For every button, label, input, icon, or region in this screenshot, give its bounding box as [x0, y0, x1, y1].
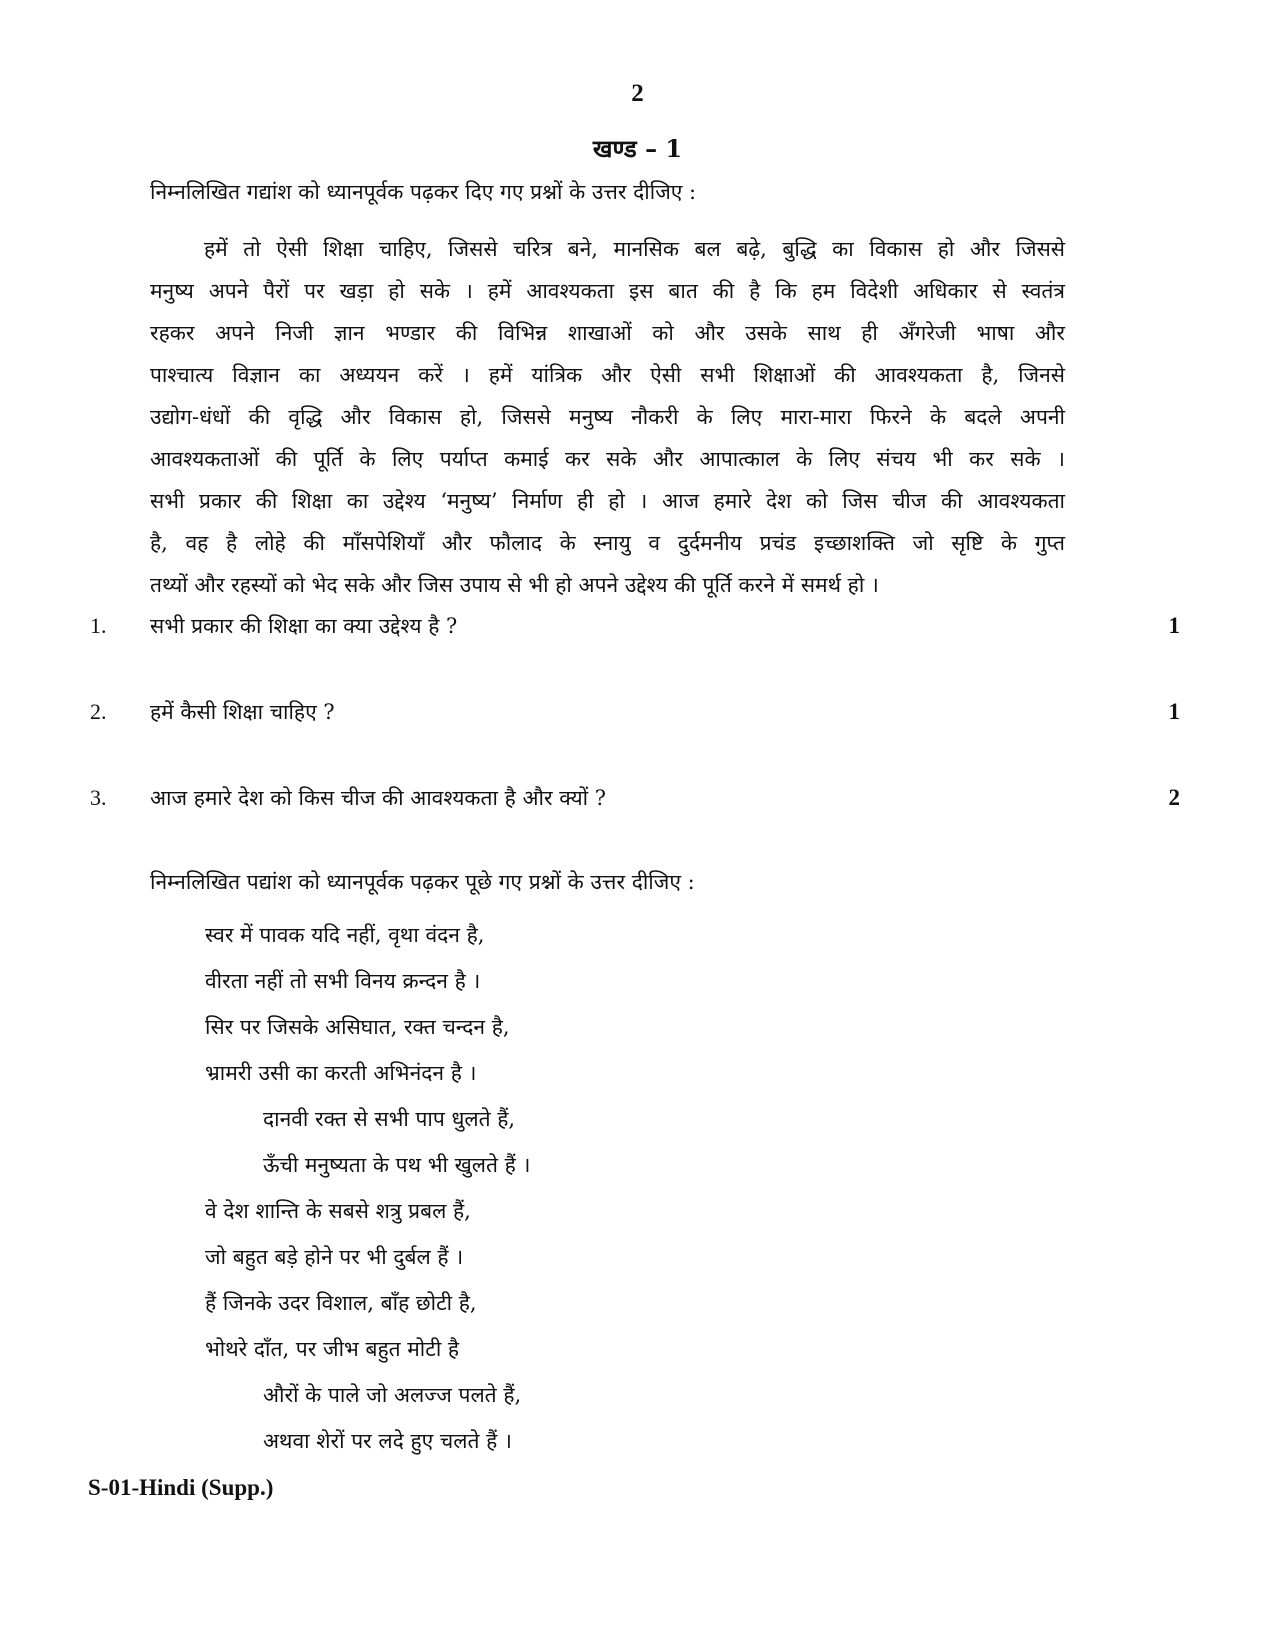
question-2 — [90, 696, 1180, 728]
poem-instruction: निम्नलिखित पद्यांश को ध्यानपूर्वक पढ़कर पूछे गए प्रश्नों के उत्तर दीजिए : — [150, 870, 695, 894]
poem-line: ऊँची मनुष्यता के पथ भी खुलते हैं । — [263, 1153, 531, 1177]
question-number: 2. — [90, 699, 107, 724]
question-1 — [90, 610, 1180, 642]
passage-line: आवश्यकताओं की पूर्ति के लिए पर्याप्त कमाई कर सके और आपात्काल के लिए संचय भी कर सके । — [150, 447, 1065, 471]
poem-line: भ्रामरी उसी का करती अभिनंदन है । — [205, 1061, 477, 1085]
question-text: हमें कैसी शिक्षा चाहिए ? — [150, 700, 335, 724]
poem-line: दानवी रक्त से सभी पाप धुलते हैं, — [263, 1107, 516, 1131]
poem-line: सिर पर जिसके असिघात, रक्त चन्दन है, — [205, 1015, 510, 1039]
question-marks: 1 — [1168, 699, 1180, 724]
paper-code: S-01-Hindi (Supp.) — [88, 1475, 274, 1500]
poem-line: अथवा शेरों पर लदे हुए चलते हैं । — [263, 1429, 512, 1453]
question-marks: 2 — [1168, 785, 1180, 810]
poem-line: औरों के पाले जो अलज्ज पलते हैं, — [263, 1383, 522, 1407]
passage-line: तथ्यों और रहस्यों को भेद सके और जिस उपाय से भी हो अपने उद्देश्य की पूर्ति करने में समर्थ हो । — [150, 573, 879, 597]
poem-line: भोथरे दाँत, पर जीभ बहुत मोटी है — [205, 1337, 460, 1361]
prose-instruction: निम्नलिखित गद्यांश को ध्यानपूर्वक पढ़कर दिए गए प्रश्नों के उत्तर दीजिए : — [150, 180, 697, 204]
poem-line: हैं जिनके उदर विशाल, बाँह छोटी है, — [205, 1291, 477, 1315]
question-3 — [90, 782, 1180, 814]
poem-line: वे देश शान्ति के सबसे शत्रु प्रबल हैं, — [205, 1199, 471, 1223]
question-number: 3. — [90, 785, 107, 810]
page-number: 2 — [631, 80, 644, 107]
passage-line: पाश्चात्य विज्ञान का अध्ययन करें । हमें यांत्रिक और ऐसी सभी शिक्षाओं की आवश्यकता है, जिनसे — [150, 363, 1065, 387]
section-title: खण्ड – 1 — [592, 134, 683, 163]
passage-line: है, वह है लोहे की माँसपेशियाँ और फौलाद के स्नायु व दुर्दमनीय प्रचंड इच्छाशक्ति जो सृष्टि के गुप्त — [150, 531, 1065, 555]
poem — [205, 912, 530, 1464]
question-text: आज हमारे देश को किस चीज की आवश्यकता है और क्यों ? — [150, 786, 607, 810]
passage-line: रहकर अपने निजी ज्ञान भण्डार की विभिन्न शाखाओं को और उसके साथ ही अँगरेजी भाषा और — [150, 321, 1065, 345]
prose-passage — [150, 228, 1065, 606]
passage-line: सभी प्रकार की शिक्षा का उद्देश्य ‘मनुष्य’ निर्माण ही हो । आज हमारे देश को जिस चीज की आवश्यकता — [150, 489, 1065, 513]
question-number: 1. — [90, 613, 107, 638]
poem-line: वीरता नहीं तो सभी विनय क्रन्दन है । — [205, 969, 481, 993]
question-text: सभी प्रकार की शिक्षा का क्या उद्देश्य है ? — [150, 614, 458, 638]
passage-line: हमें तो ऐसी शिक्षा चाहिए, जिससे चरित्र बने, मानसिक बल बढ़े, बुद्धि का विकास हो और जिससे — [204, 237, 1065, 261]
question-marks: 1 — [1168, 613, 1180, 638]
poem-line: स्वर में पावक यदि नहीं, वृथा वंदन है, — [205, 923, 485, 947]
passage-line: मनुष्य अपने पैरों पर खड़ा हो सके । हमें आवश्यकता इस बात की है कि हम विदेशी अधिकार से स्वतंत्र — [150, 279, 1065, 303]
poem-line: जो बहुत बड़े होने पर भी दुर्बल हैं । — [205, 1245, 464, 1269]
passage-line: उद्योग-धंधों की वृद्धि और विकास हो, जिससे मनुष्य नौकरी के लिए मारा-मारा फिरने के बदले अपनी — [150, 405, 1065, 429]
